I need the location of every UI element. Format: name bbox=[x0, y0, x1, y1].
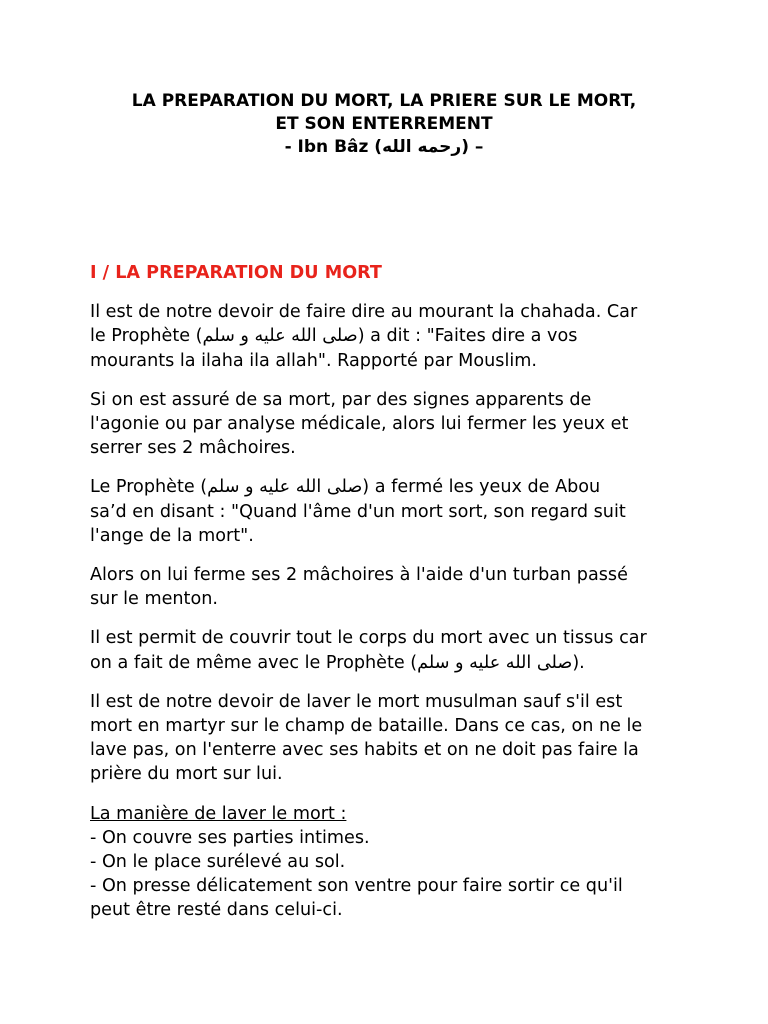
paragraph-line: lave pas, on l'enterre avec ses habits et on ne doit pas faire la bbox=[90, 740, 639, 761]
list-item: - On couvre ses parties intimes. bbox=[90, 827, 370, 848]
paragraph-line: Il est de notre devoir de laver le mort musulman sauf s'il est bbox=[90, 691, 623, 712]
paragraph-line: Le Prophète (صلى الله عليه و سلم) a fermé les yeux de Abou bbox=[90, 477, 601, 498]
title-author-line: - Ibn Bâz (رحمه الله) – bbox=[284, 137, 484, 157]
document-body bbox=[90, 261, 690, 938]
paragraph-chahada bbox=[90, 300, 690, 373]
paragraph-jaw bbox=[90, 563, 690, 611]
washing-method-list bbox=[90, 802, 690, 923]
paragraph-line: Alors on lui ferme ses 2 mâchoires à l'aide d'un turban passé bbox=[90, 565, 628, 586]
paragraph-line: le Prophète (صلى الله عليه و سلم) a dit : "Faites dire a vos bbox=[90, 326, 578, 347]
title-line-1: LA PREPARATION DU MORT, LA PRIERE SUR LE MORT, bbox=[131, 91, 637, 111]
list-item: peut être resté dans celui-ci. bbox=[90, 900, 343, 921]
paragraph-closed-eyes bbox=[90, 475, 690, 548]
paragraph-line: Si on est assuré de sa mort, par des signes apparents de bbox=[90, 389, 592, 410]
paragraph-washing-duty bbox=[90, 690, 690, 787]
paragraph-line: Il est de notre devoir de faire dire au mourant la chahada. Car bbox=[90, 302, 638, 323]
list-item: - On le place surélevé au sol. bbox=[90, 852, 346, 873]
paragraph-line: mort en martyr sur le champ de bataille. Dans ce cas, on ne le bbox=[90, 716, 643, 737]
paragraph-line: prière du mort sur lui. bbox=[90, 764, 283, 785]
paragraph-line: l'ange de la mort". bbox=[90, 525, 254, 546]
paragraph-line: serrer ses 2 mâchoires. bbox=[90, 438, 296, 459]
paragraph-death-assured bbox=[90, 388, 690, 461]
section-heading: I / LA PREPARATION DU MORT bbox=[90, 263, 382, 283]
title-line-2: ET SON ENTERREMENT bbox=[275, 114, 493, 134]
paragraph-line: on a fait de même avec le Prophète (صلى الله عليه و سلم). bbox=[90, 652, 585, 673]
paragraph-line: sur le menton. bbox=[90, 589, 218, 610]
paragraph-line: Il est permit de couvrir tout le corps du mort avec un tissus car bbox=[90, 628, 647, 649]
list-item: - On presse délicatement son ventre pour faire sortir ce qu'il bbox=[90, 876, 623, 897]
paragraph-line: sa’d en disant : "Quand l'âme d'un mort sort, son regard suit bbox=[90, 501, 626, 522]
document-title bbox=[0, 90, 768, 159]
washing-method-heading: La manière de laver le mort : bbox=[90, 803, 347, 824]
paragraph-line: l'agonie ou par analyse médicale, alors lui fermer les yeux et bbox=[90, 414, 629, 435]
paragraph-cover-body bbox=[90, 626, 690, 674]
paragraph-line: mourants la ilaha ila allah". Rapporté par Mouslim. bbox=[90, 350, 537, 371]
